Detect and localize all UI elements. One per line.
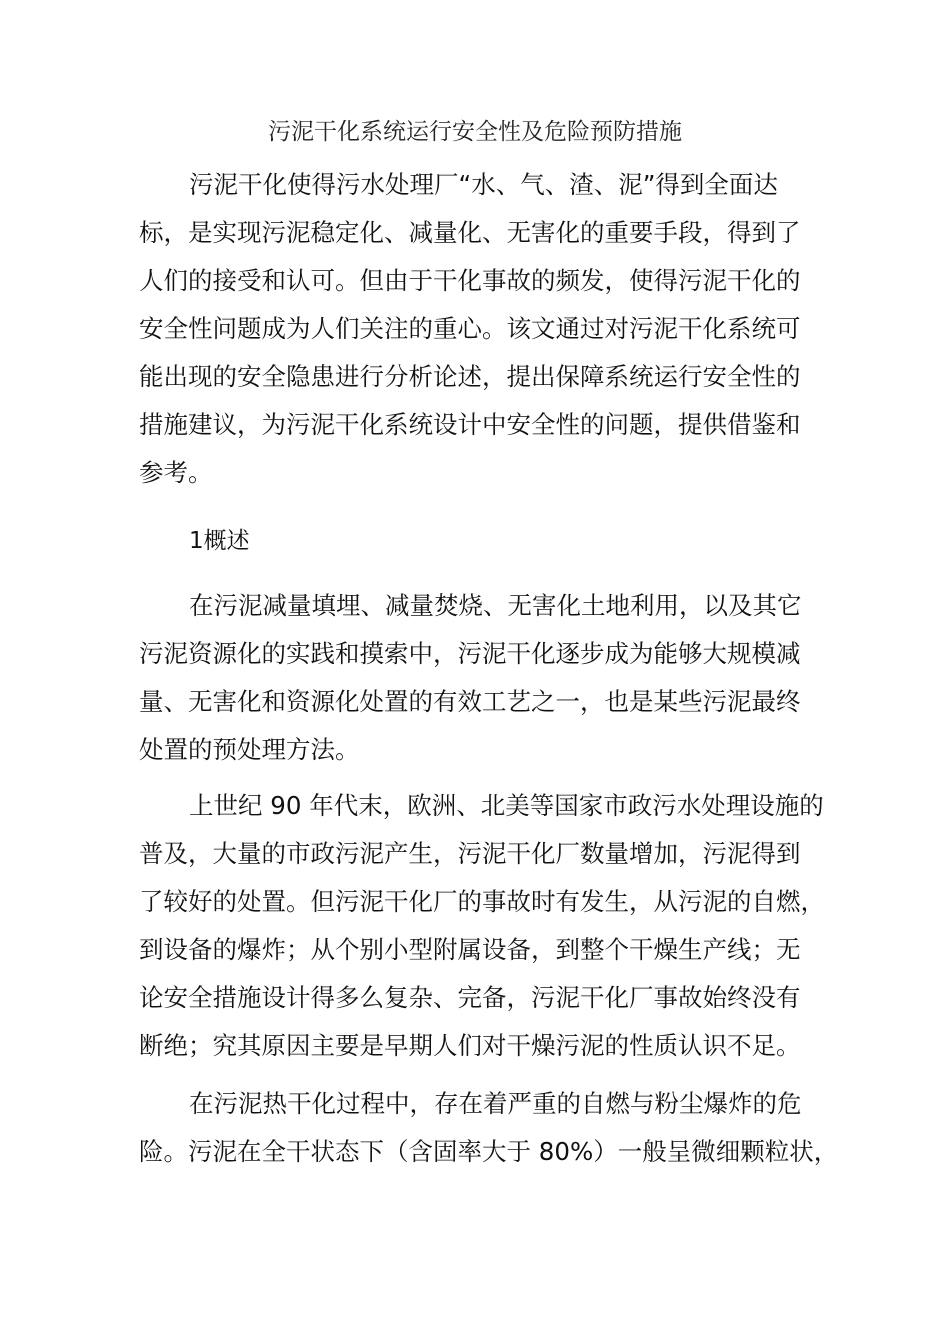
text-line: 了较好的处置。但污泥干化厂的事故时有发生，从污泥的自燃，	[139, 887, 825, 916]
text-line: 安全性问题成为人们关注的重心。该文通过对污泥干化系统可	[139, 314, 801, 343]
text-line: 量、无害化和资源化处置的有效工艺之一，也是某些污泥最终	[139, 687, 801, 716]
text-line: 污泥资源化的实践和摸索中，污泥干化逐步成为能够大规模减	[139, 639, 801, 668]
text-line: 处置的预处理方法。	[139, 735, 360, 764]
document-title: 污泥干化系统运行安全性及危险预防措施	[268, 119, 682, 145]
section-heading: 1概述	[189, 528, 250, 554]
text-line: 普及，大量的市政污泥产生，污泥干化厂数量增加，污泥得到	[139, 839, 801, 868]
text-line: 措施建议，为污泥干化系统设计中安全性的问题，提供借鉴和	[139, 410, 801, 439]
paragraph-abstract	[139, 161, 829, 497]
text-line: 在污泥减量填埋、减量焚烧、无害化土地利用，以及其它	[189, 591, 802, 620]
paragraph-overview-1	[139, 582, 829, 774]
text-line: 在污泥热干化过程中，存在着严重的自燃与粉尘爆炸的危	[189, 1089, 802, 1118]
paragraph-overview-2	[139, 782, 829, 1070]
text-line: 能出现的安全隐患进行分析论述，提出保障系统运行安全性的	[139, 362, 801, 391]
text-line: 险。污泥在全干状态下（含固率大于 80%）一般呈微细颗粒状，	[139, 1137, 839, 1166]
text-line: 断绝；究其原因主要是早期人们对干燥污泥的性质认识不足。	[139, 1031, 801, 1060]
text-line: 到设备的爆炸；从个别小型附属设备，到整个干燥生产线；无	[139, 935, 801, 964]
text-line: 论安全措施设计得多么复杂、完备，污泥干化厂事故始终没有	[139, 983, 801, 1012]
text-line: 人们的接受和认可。但由于干化事故的频发，使得污泥干化的	[139, 266, 801, 295]
text-line: 污泥干化使得污水处理厂“水、气、渣、泥”得到全面达	[189, 170, 778, 199]
text-line: 标，是实现污泥稳定化、减量化、无害化的重要手段，得到了	[139, 218, 801, 247]
paragraph-overview-3	[139, 1080, 839, 1176]
text-line: 参考。	[139, 458, 213, 487]
text-line: 上世纪 90 年代末，欧洲、北美等国家市政污水处理设施的	[189, 791, 824, 820]
